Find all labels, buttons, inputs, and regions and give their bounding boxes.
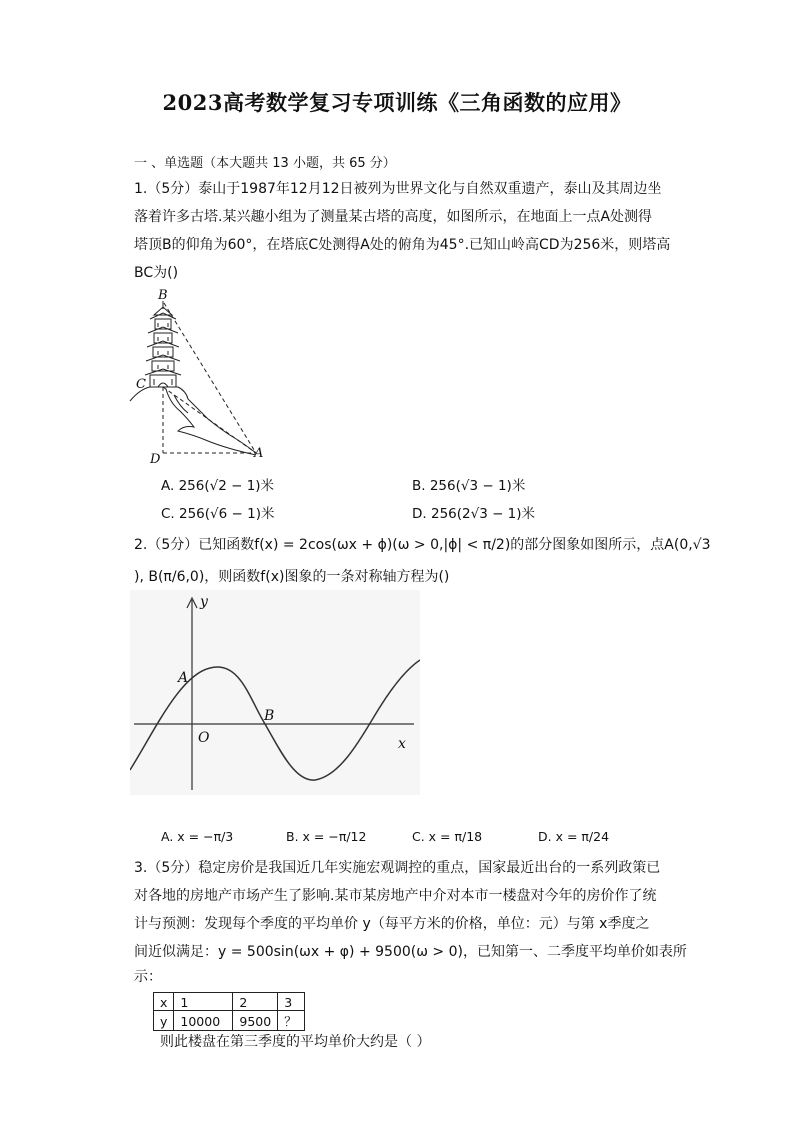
table-cell: 1 <box>174 993 233 1011</box>
origin-label: O <box>198 730 210 746</box>
graph-background <box>130 590 420 795</box>
label-a: A <box>254 446 264 461</box>
q3-line-3: 计与预测：发现每个季度的平均单价 y（每平方米的价格，单位：元）与第 x季度之 <box>134 916 650 932</box>
table-cell: ？ <box>278 1011 305 1031</box>
q2-option-a[interactable]: A. x = −π/3 <box>161 829 234 844</box>
q3-question: 则此楼盘在第三季度的平均单价大约是（ ） <box>160 1034 431 1050</box>
q1-option-d[interactable]: D. 256(2√3 − 1)米 <box>412 506 536 522</box>
q1-option-b[interactable]: B. 256(√3 − 1)米 <box>412 478 526 494</box>
section-heading: 一 、单选题（本大题共 13 小题，共 65 分） <box>134 156 396 171</box>
label-c: C <box>136 377 146 392</box>
table-cell: 3 <box>278 993 305 1011</box>
point-a-label: A <box>178 670 189 686</box>
q2-line-2: ), B(π/6,0)，则函数f(x)图象的一条对称轴方程为() <box>134 569 450 585</box>
table-cell: 10000 <box>174 1011 233 1031</box>
y-axis-label: y <box>200 594 208 610</box>
q3-line-1: 3.（5分）稳定房价是我国近几年实施宏观调控的重点，国家最近出台的一系列政策已 <box>134 860 661 876</box>
label-b: B <box>158 288 168 303</box>
q1-option-a[interactable]: A. 256(√2 − 1)米 <box>161 478 275 494</box>
q2-line-1: 2.（5分）已知函数f(x) = 2cos(ωx + ϕ)(ω > 0,|ϕ| < π/2)的部分图象如图所示，点A(0,√3 <box>134 537 711 553</box>
label-d: D <box>150 452 161 467</box>
q2-option-d[interactable]: D. x = π/24 <box>538 829 610 844</box>
pagoda-figure <box>128 285 268 467</box>
q2-option-c[interactable]: C. x = π/18 <box>412 829 483 844</box>
table-cell: y <box>154 1011 174 1031</box>
q3-line-2: 对各地的房地产市场产生了影响.某市某房地产中介对本市一楼盘对今年的房价作了统 <box>134 888 657 904</box>
table-row <box>154 1011 305 1031</box>
x-axis-label: x <box>398 736 406 752</box>
page-title: 2023高考数学复习专项训练《三角函数的应用》 <box>162 90 632 115</box>
q1-line-3: 塔顶B的仰角为60°，在塔底C处测得A处的俯角为45°.已知山岭高CD为256米，则塔高 <box>134 237 671 253</box>
table-row <box>154 993 305 1011</box>
point-b-label: B <box>264 708 275 724</box>
table-cell: 9500 <box>233 1011 278 1031</box>
price-table <box>153 992 305 1031</box>
pagoda-drawing <box>145 301 181 387</box>
table-cell: 2 <box>233 993 278 1011</box>
q1-line-4: BC为() <box>134 265 179 281</box>
mountain-drawing <box>130 387 256 455</box>
q1-line-2: 落着许多古塔.某兴趣小组为了测量某古塔的高度，如图所示，在地面上一点A处测得 <box>134 209 653 225</box>
q3-line-4: 间近似满足：y = 500sin(ωx + φ) + 9500(ω > 0)，已知第一、二季度平均单价如表所 <box>134 944 687 960</box>
q1-option-c[interactable]: C. 256(√6 − 1)米 <box>161 506 275 522</box>
q1-line-1: 1.（5分）泰山于1987年12月12日被列为世界文化与自然双重遗产，泰山及其周边坐 <box>134 181 662 197</box>
table-cell: x <box>154 993 174 1011</box>
q2-option-b[interactable]: B. x = −π/12 <box>286 829 367 844</box>
geometry-lines <box>163 303 256 453</box>
q3-line-5: 示： <box>134 969 162 985</box>
cosine-graph <box>130 590 420 795</box>
